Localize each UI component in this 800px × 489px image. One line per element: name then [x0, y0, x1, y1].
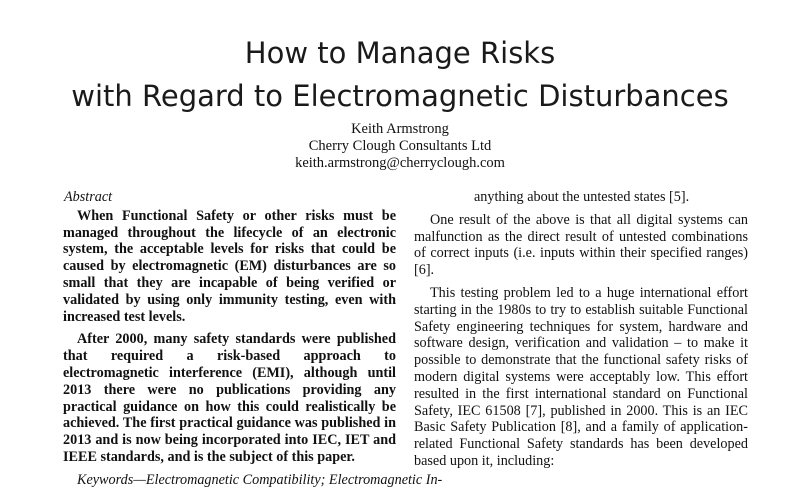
author-name: Keith Armstrong	[351, 121, 449, 137]
keywords-text: —Electromagnetic Compatibility; Electromagnetic In-	[133, 471, 443, 488]
paper-title-line-1: How to Manage Risks	[244, 36, 556, 70]
abstract-paragraph-2: After 2000, many safety standards were published that required a risk-based approach to electromagnetic interference (EMI), although until 2013 there were no publications providing any practical guidance on how this could realistically be achieved. The first practical guidance was published in 2013 and is now being incorporated into IEC, IET and IEEE standards, and is the subject of this paper.	[63, 331, 396, 465]
keywords-line	[63, 471, 443, 489]
body-paragraph-continued: anything about the untested states [5].	[474, 189, 690, 205]
left-column	[63, 189, 443, 489]
right-column	[414, 189, 748, 476]
body-paragraph-1: One result of the above is that all digital systems can malfunction as the direct result of untested combinations of correct inputs (i.e. inputs within their specified ranges) [6].	[414, 211, 748, 279]
author-affiliation: Cherry Clough Consultants Ltd	[308, 138, 492, 154]
paper-title-line-2: with Regard to Electromagnetic Disturbances	[71, 79, 729, 113]
keywords-label: Keywords	[77, 471, 134, 488]
abstract-heading: Abstract	[64, 189, 113, 205]
abstract-paragraph-1: When Functional Safety or other risks must be managed throughout the lifecycle of an electronic system, the acceptable levels for risks that could be caused by electromagnetic (EM) disturbances are so small that they are incapable of being verified or validated by using only immunity testing, even with increased test levels.	[63, 207, 396, 325]
body-paragraph-2: This testing problem led to a huge international effort starting in the 1980s to try to establish suitable Functional Safety engineering techniques for system, hardware and software design, verification and validation – to make it possible to demonstrate that the functional safety risks of modern digital systems were acceptably low. This effort resulted in the first international standard on Functional Safety, IEC 61508 [7], published in 2000. This is an IEC Basic Safety Publication [8], and a family of application-related Functional Safety standards has been developed based upon it, including:	[414, 284, 748, 469]
author-email: keith.armstrong@cherryclough.com	[295, 155, 505, 171]
